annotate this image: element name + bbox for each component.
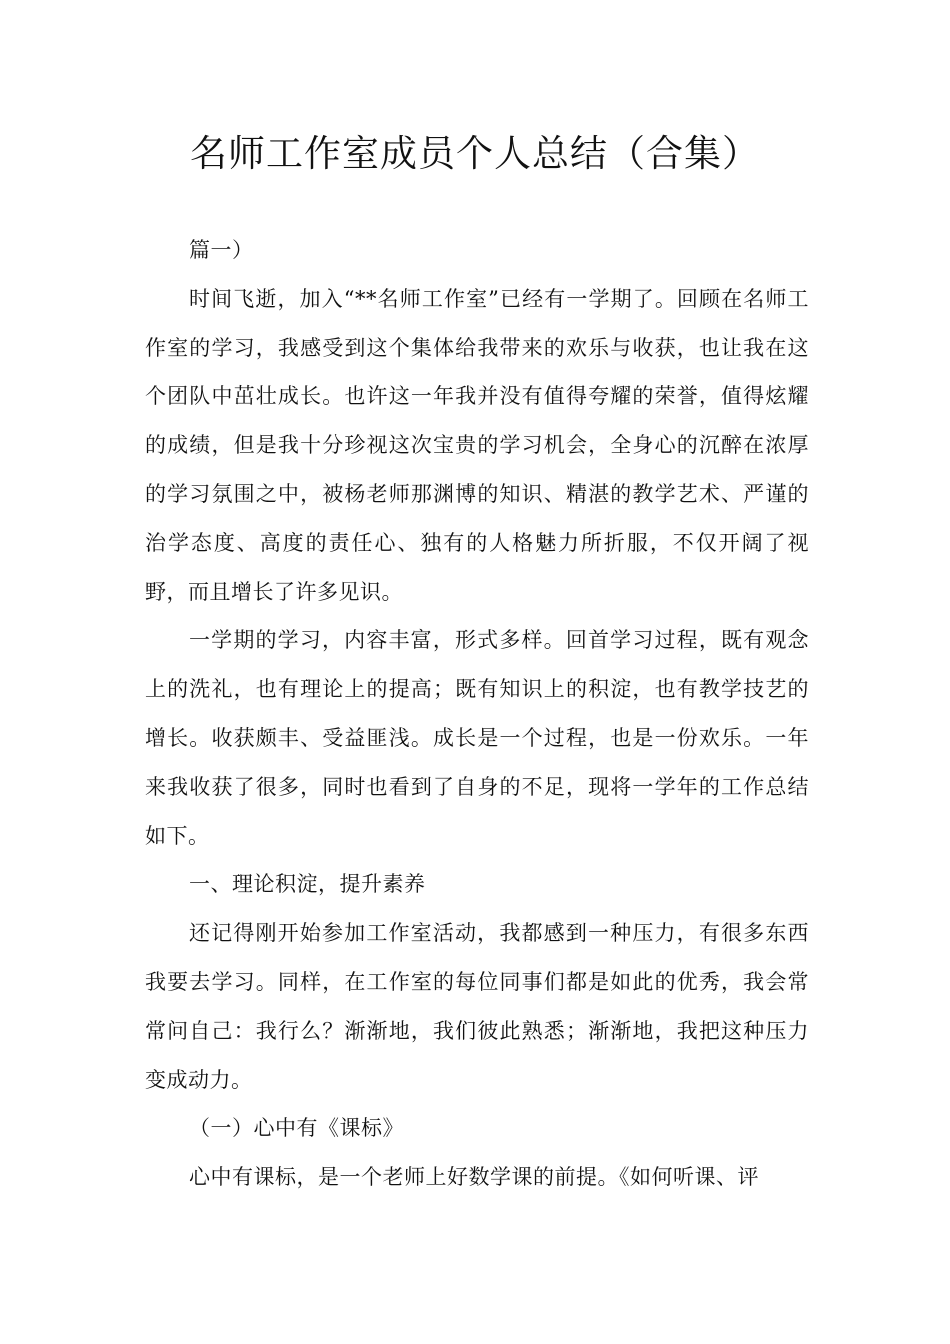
- paragraph-4: 心中有课标，是一个老师上好数学课的前提。《如何听课、评: [189, 1165, 759, 1190]
- paragraph-1: 时间飞逝，加入“**名师工作室”已经有一学期了。回顾在名师工作室的学习，我感受到这个集体给我带来的欢乐与收获，也让我在这个团队中茁壮成长。也许这一年我并没有值得夸耀的荣誉，值得炫耀的成绩，但是我十分珍视这次宝贵的学习机会，全身心的沉醉在浓厚的学习氛围之中，被杨老师那渊博的知识、精湛的教学艺术、严谨的治学态度、高度的责任心、独有的人格魅力所折服，不仅开阔了视野，而且增长了许多见识。: [145, 286, 809, 604]
- paragraph-3: 还记得刚开始参加工作室活动，我都感到一种压力，有很多东西我要去学习。同样，在工作室的每位同事们都是如此的优秀，我会常常问自己：我行么？渐渐地，我们彼此熟悉；渐渐地，我把这种压力变成动力。: [145, 921, 809, 1092]
- section-heading-1: 一、理论积淀，提升素养: [189, 872, 426, 897]
- subsection-heading-1: （一）心中有《课标》: [189, 1116, 404, 1141]
- section-label: 篇一）: [189, 238, 254, 262]
- document-body: [145, 226, 809, 1202]
- paragraph-2: 一学期的学习，内容丰富，形式多样。回首学习过程，既有观念上的洗礼，也有理论上的提高；既有知识上的积淀，也有教学技艺的增长。收获颇丰、受益匪浅。成长是一个过程，也是一份欢乐。一年来我收获了很多，同时也看到了自身的不足，现将一学年的工作总结如下。: [145, 628, 809, 848]
- document-title: 名师工作室成员个人总结（合集）: [190, 132, 760, 175]
